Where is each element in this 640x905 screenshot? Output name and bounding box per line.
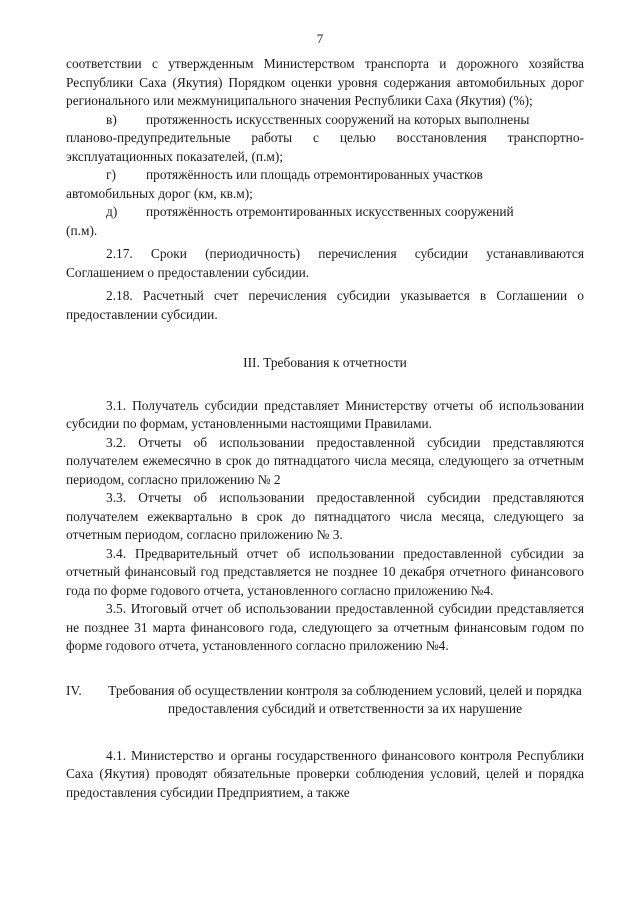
paragraph-3-4: 3.4. Предварительный отчет об использовании предоставленной субсидии за отчетный финансовый год представляется не позднее 10 декабря отчетного финансового года по форме годового отчета, установленного согласно приложению №4.: [66, 545, 584, 598]
paragraph-4-1: 4.1. Министерство и органы государственного финансового контроля Республики Саха (Якутия) проводят обязательные проверки соблюдения условий, целей и порядка предоставления субсидии Предприятием, а также: [66, 747, 584, 800]
paragraph-2-17: 2.17. Сроки (периодичность) перечисления субсидии устанавливаются Соглашением о предоставлении субсидии.: [66, 246, 584, 280]
list-continuation: планово-предупредительные работы с целью восстановления транспортно-эксплуатационных показателей, (п.м);: [66, 130, 584, 164]
list-item-d: [66, 203, 584, 240]
list-letter: г): [106, 167, 116, 182]
paragraph-2-18: 2.18. Расчетный счет перечисления субсидии указывается в Соглашении о предоставлении субсидии.: [66, 288, 584, 322]
page-number: 7: [316, 31, 324, 46]
list-continuation: автомобильных дорог (км, кв.м);: [66, 185, 253, 201]
paragraph-3-1: 3.1. Получатель субсидии представляет Министерству отчеты об использовании субсидии по формам, установленными настоящими Правилами.: [66, 397, 584, 431]
paragraph-3-5: 3.5. Итоговый отчет об использовании предоставленной субсидии представляется не позднее 31 марта финансового года, следующего за отчетным финансовым годом по форме годового отчета, установленного согласно приложению №4.: [66, 601, 584, 653]
section-3-heading: III. Требования к отчетности: [243, 355, 407, 370]
list-first-line: протяжённость или площадь отремонтированных участков: [146, 167, 483, 182]
list-item-g: [66, 166, 584, 203]
section-4-heading: [66, 682, 584, 719]
list-continuation: (п.м).: [66, 222, 98, 238]
paragraph-3-2: 3.2. Отчеты об использовании предоставленной субсидии представляются получателем ежемесячно в срок до пятнадцатого числа месяца, следующего за отчетным периодом, согласно приложению № 2: [66, 434, 584, 487]
list-first-line: протяжённость отремонтированных искусственных сооружений: [146, 204, 514, 219]
intro-paragraph: соответствии с утвержденным Министерством транспорта и дорожного хозяйства Республики Саха (Якутия) Порядком оценки уровня содержания автомобильных дорог регионального или межмуниципального значения Республики Саха (Якутия) (%);: [66, 56, 584, 108]
list-item-v: [66, 111, 584, 167]
section-4-number: IV.: [66, 682, 82, 698]
list-letter: д): [106, 204, 118, 219]
paragraph-3-3: 3.3. Отчеты об использовании предоставленной субсидии представляются получателем ежеквартально в срок до пятнадцатого числа месяца, следующего за отчетным периодом, согласно приложению № 3.: [66, 490, 584, 542]
document-body: [66, 55, 584, 802]
list-first-line: протяженность искусственных сооружений на которых выполнены: [146, 111, 530, 127]
list-letter: в): [106, 111, 117, 127]
section-4-title: Требования об осуществлении контроля за соблюдением условий, целей и порядка предоставления субсидий и ответственности за их нарушение: [108, 682, 582, 716]
